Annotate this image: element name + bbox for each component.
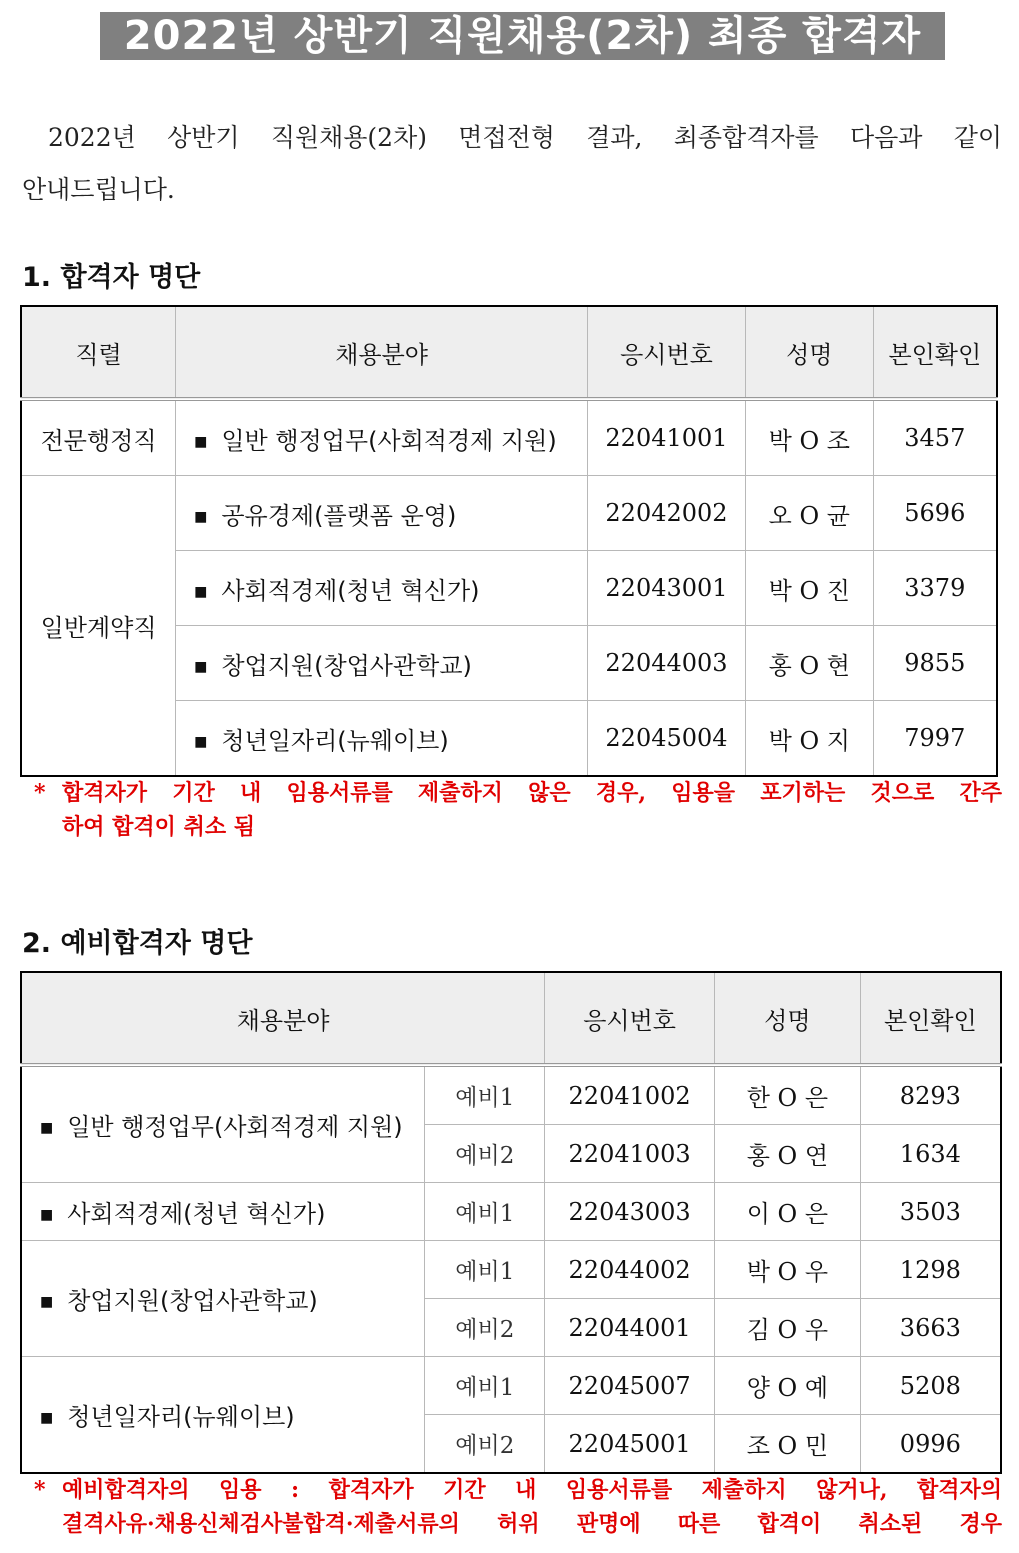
exam-number-cell: 22045007 (545, 1357, 715, 1415)
table-header-row (21, 972, 1001, 1065)
reserve-rank-cell: 예비1 (425, 1357, 545, 1415)
note-line-2: 결격사유·채용신체검사불합격·제출서류의 허위 판명에 따른 합격이 취소된 경우 (62, 1511, 1002, 1537)
field-cell (21, 1183, 425, 1241)
bullet-icon: ■ (40, 1410, 54, 1426)
field-label: 사회적경제(청년 혁신가) (67, 1200, 326, 1228)
identity-check-cell: 5696 (873, 476, 997, 551)
reserve-rank-cell: 예비2 (425, 1415, 545, 1474)
reserve-passers-table (20, 971, 1002, 1474)
field-cell (176, 476, 588, 551)
header-name: 성명 (715, 972, 861, 1065)
header-exam-number: 응시번호 (588, 306, 746, 399)
table-row (21, 1241, 1001, 1299)
field-label: 청년일자리(뉴웨이브) (221, 726, 449, 755)
field-cell (176, 399, 588, 476)
exam-number-cell: 22045001 (545, 1415, 715, 1474)
exam-number-cell: 22041003 (545, 1125, 715, 1183)
identity-check-cell: 3663 (860, 1299, 1001, 1357)
intro-paragraph (22, 112, 1002, 216)
bullet-icon: ■ (194, 658, 208, 675)
table-header-row (21, 306, 997, 399)
field-label: 청년일자리(뉴웨이브) (67, 1403, 295, 1431)
identity-check-cell: 3503 (860, 1183, 1001, 1241)
header-identity-check: 본인확인 (873, 306, 997, 399)
name-cell: 홍 O 연 (715, 1125, 861, 1183)
table-row (21, 1183, 1001, 1241)
exam-number-cell: 22044003 (588, 626, 746, 701)
table-row (21, 399, 997, 476)
reserve-rank-cell: 예비2 (425, 1125, 545, 1183)
table-row (21, 476, 997, 551)
intro-line-1: 2022년 상반기 직원채용(2차) 면접전형 결과, 최종합격자를 다음과 같이 (48, 123, 1002, 152)
field-label: 일반 행정업무(사회적경제 지원) (221, 426, 557, 455)
field-label: 창업지원(창업사관학교) (67, 1287, 318, 1315)
reserve-rank-cell: 예비1 (425, 1183, 545, 1241)
identity-check-cell: 9855 (873, 626, 997, 701)
identity-check-cell: 8293 (860, 1065, 1001, 1125)
identity-check-cell: 1298 (860, 1241, 1001, 1299)
bullet-icon: ■ (40, 1207, 54, 1223)
job-series-cell: 일반계약직 (21, 476, 176, 777)
table-row (21, 1065, 1001, 1125)
section2-note (34, 1473, 1002, 1541)
note-asterisk: * (34, 780, 46, 806)
field-label: 일반 행정업무(사회적경제 지원) (67, 1113, 403, 1141)
reserve-rank-cell: 예비1 (425, 1241, 545, 1299)
page-title: 2022년 상반기 직원채용(2차) 최종 합격자 (100, 12, 945, 60)
field-label: 창업지원(창업사관학교) (221, 651, 472, 680)
note-line-1: 합격자가 기간 내 임용서류를 제출하지 않은 경우, 임용을 포기하는 것으로 간주 (62, 780, 1002, 806)
field-cell (21, 1065, 425, 1183)
name-cell: 박 O 우 (715, 1241, 861, 1299)
section1-heading: 1. 합격자 명단 (22, 262, 201, 293)
name-cell: 박 O 조 (745, 399, 873, 476)
reserve-rank-cell: 예비1 (425, 1065, 545, 1125)
bullet-icon: ■ (194, 508, 208, 525)
exam-number-cell: 22043001 (588, 551, 746, 626)
exam-number-cell: 22044001 (545, 1299, 715, 1357)
identity-check-cell: 5208 (860, 1357, 1001, 1415)
identity-check-cell: 0996 (860, 1415, 1001, 1474)
intro-line-2: 안내드립니다. (22, 175, 175, 204)
name-cell: 박 O 지 (745, 701, 873, 777)
header-job-series: 직렬 (21, 306, 176, 399)
bullet-icon: ■ (194, 583, 208, 600)
field-cell (176, 551, 588, 626)
note-line-1: 예비합격자의 임용 : 합격자가 기간 내 임용서류를 제출하지 않거나, 합격자의 (62, 1477, 1002, 1503)
name-cell: 조 O 민 (715, 1415, 861, 1474)
name-cell: 한 O 은 (715, 1065, 861, 1125)
field-label: 사회적경제(청년 혁신가) (221, 576, 480, 605)
exam-number-cell: 22041001 (588, 399, 746, 476)
note-line-2: 하여 합격이 취소 됨 (62, 814, 255, 840)
exam-number-cell: 22043003 (545, 1183, 715, 1241)
exam-number-cell: 22041002 (545, 1065, 715, 1125)
exam-number-cell: 22045004 (588, 701, 746, 777)
bullet-icon: ■ (40, 1120, 54, 1136)
field-cell (176, 701, 588, 777)
section2-heading: 2. 예비합격자 명단 (22, 928, 253, 959)
field-cell (176, 626, 588, 701)
header-identity-check: 본인확인 (860, 972, 1001, 1065)
name-cell: 박 O 진 (745, 551, 873, 626)
header-exam-number: 응시번호 (545, 972, 715, 1065)
field-cell (21, 1241, 425, 1357)
exam-number-cell: 22044002 (545, 1241, 715, 1299)
identity-check-cell: 1634 (860, 1125, 1001, 1183)
name-cell: 양 O 예 (715, 1357, 861, 1415)
name-cell: 이 O 은 (715, 1183, 861, 1241)
bullet-icon: ■ (40, 1294, 54, 1310)
field-label: 공유경제(플랫폼 운영) (221, 501, 457, 530)
job-series-cell: 전문행정직 (21, 399, 176, 476)
exam-number-cell: 22042002 (588, 476, 746, 551)
note-asterisk: * (34, 1477, 46, 1503)
section1-note (34, 776, 1002, 844)
header-name: 성명 (745, 306, 873, 399)
passers-table (20, 305, 998, 777)
identity-check-cell: 7997 (873, 701, 997, 777)
reserve-rank-cell: 예비2 (425, 1299, 545, 1357)
header-field: 채용분야 (21, 972, 545, 1065)
name-cell: 김 O 우 (715, 1299, 861, 1357)
bullet-icon: ■ (194, 733, 208, 750)
table-row (21, 1357, 1001, 1415)
bullet-icon: ■ (194, 433, 208, 450)
identity-check-cell: 3457 (873, 399, 997, 476)
name-cell: 오 O 균 (745, 476, 873, 551)
name-cell: 홍 O 현 (745, 626, 873, 701)
identity-check-cell: 3379 (873, 551, 997, 626)
field-cell (21, 1357, 425, 1474)
header-field: 채용분야 (176, 306, 588, 399)
